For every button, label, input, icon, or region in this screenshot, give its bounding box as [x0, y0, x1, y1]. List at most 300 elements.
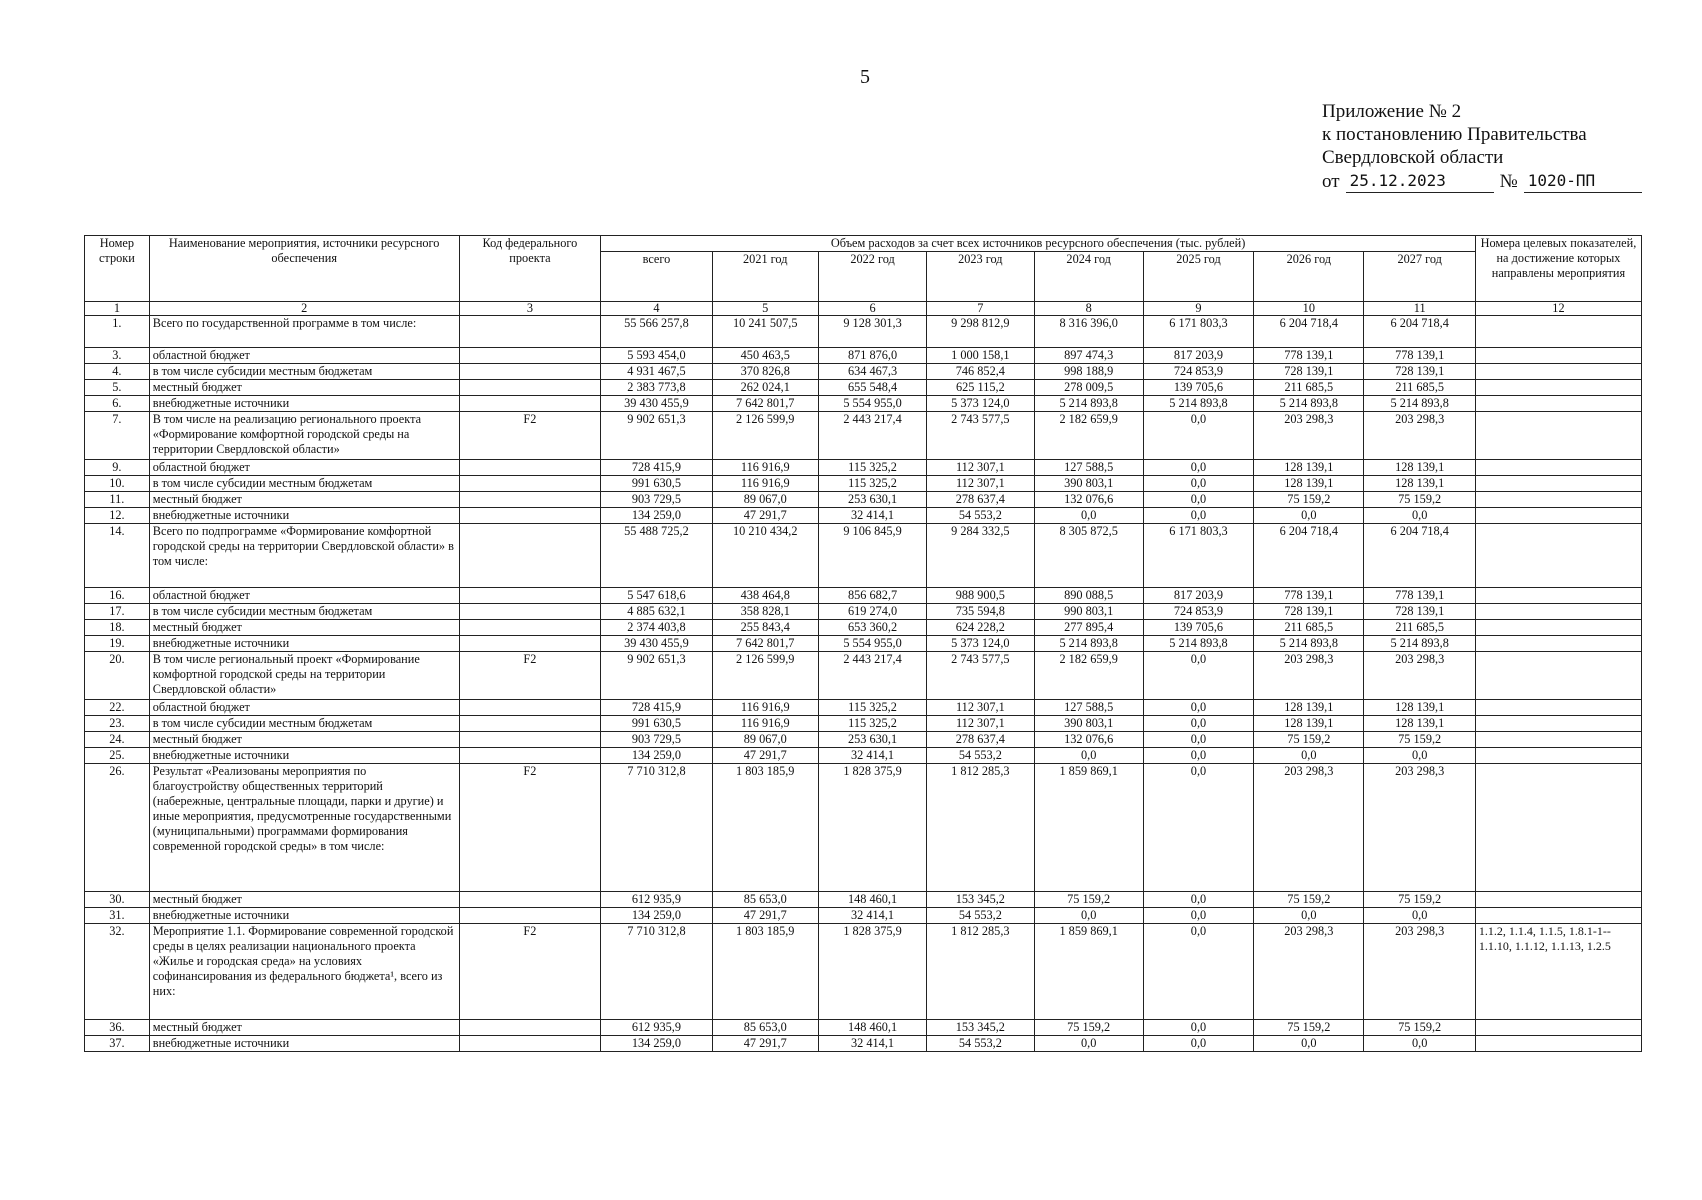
y2023-cell: 112 307,1	[927, 700, 1034, 716]
target-indicators-cell	[1475, 396, 1641, 412]
y2026-cell: 128 139,1	[1254, 476, 1364, 492]
table-row	[85, 652, 1642, 700]
y2022-cell: 655 548,4	[818, 380, 926, 396]
y2021-cell: 1 803 185,9	[712, 924, 818, 1020]
y2026-cell: 203 298,3	[1254, 764, 1364, 892]
target-indicators-cell	[1475, 348, 1641, 364]
target-indicators-cell	[1475, 908, 1641, 924]
y2024-cell: 0,0	[1034, 508, 1143, 524]
row-name-cell: в том числе субсидии местным бюджетам	[149, 604, 459, 620]
y2026-cell: 0,0	[1254, 508, 1364, 524]
row-name-cell: в том числе субсидии местным бюджетам	[149, 716, 459, 732]
federal-project-code-cell: F2	[459, 764, 601, 892]
row-number-cell: 30.	[85, 892, 150, 908]
federal-project-code-cell: F2	[459, 652, 601, 700]
y2023-cell: 9 284 332,5	[927, 524, 1034, 588]
y2024-cell: 890 088,5	[1034, 588, 1143, 604]
column-numbers-row	[85, 302, 1642, 316]
federal-project-code-cell	[459, 716, 601, 732]
y2021-cell: 89 067,0	[712, 492, 818, 508]
row-name-cell: внебюджетные источники	[149, 636, 459, 652]
y2022-cell: 856 682,7	[818, 588, 926, 604]
total-cell: 991 630,5	[601, 476, 712, 492]
y2022-cell: 253 630,1	[818, 492, 926, 508]
y2024-cell: 1 859 869,1	[1034, 924, 1143, 1020]
y2025-cell: 0,0	[1143, 476, 1253, 492]
header-2022: 2022 год	[818, 252, 926, 302]
y2025-cell: 724 853,9	[1143, 364, 1253, 380]
row-number-cell: 10.	[85, 476, 150, 492]
y2027-cell: 5 214 893,8	[1364, 396, 1475, 412]
y2021-cell: 116 916,9	[712, 476, 818, 492]
total-cell: 9 902 651,3	[601, 412, 712, 460]
federal-project-code-cell	[459, 476, 601, 492]
federal-project-code-cell	[459, 748, 601, 764]
y2024-cell: 990 803,1	[1034, 604, 1143, 620]
y2025-cell: 0,0	[1143, 716, 1253, 732]
y2026-cell: 5 214 893,8	[1254, 636, 1364, 652]
y2025-cell: 5 214 893,8	[1143, 396, 1253, 412]
table-row	[85, 588, 1642, 604]
row-name-cell: местный бюджет	[149, 492, 459, 508]
y2022-cell: 1 828 375,9	[818, 764, 926, 892]
y2021-cell: 255 843,4	[712, 620, 818, 636]
federal-project-code-cell	[459, 492, 601, 508]
y2026-cell: 211 685,5	[1254, 620, 1364, 636]
y2023-cell: 112 307,1	[927, 460, 1034, 476]
row-number-cell: 18.	[85, 620, 150, 636]
y2024-cell: 390 803,1	[1034, 476, 1143, 492]
y2025-cell: 0,0	[1143, 764, 1253, 892]
y2021-cell: 116 916,9	[712, 700, 818, 716]
y2021-cell: 438 464,8	[712, 588, 818, 604]
target-indicators-cell	[1475, 748, 1641, 764]
row-number-cell: 5.	[85, 380, 150, 396]
y2026-cell: 0,0	[1254, 1036, 1364, 1052]
row-number-cell: 20.	[85, 652, 150, 700]
target-indicators-cell	[1475, 588, 1641, 604]
federal-project-code-cell: F2	[459, 924, 601, 1020]
y2021-cell: 89 067,0	[712, 732, 818, 748]
row-name-cell: местный бюджет	[149, 380, 459, 396]
y2022-cell: 32 414,1	[818, 908, 926, 924]
header-total: всего	[601, 252, 712, 302]
table-row	[85, 1036, 1642, 1052]
target-indicators-cell	[1475, 524, 1641, 588]
y2023-cell: 1 812 285,3	[927, 924, 1034, 1020]
y2027-cell: 203 298,3	[1364, 764, 1475, 892]
header-row-1	[85, 236, 1642, 252]
header-2026: 2026 год	[1254, 252, 1364, 302]
header-2023: 2023 год	[927, 252, 1034, 302]
total-cell: 5 547 618,6	[601, 588, 712, 604]
y2021-cell: 1 803 185,9	[712, 764, 818, 892]
table-row	[85, 620, 1642, 636]
y2023-cell: 153 345,2	[927, 1020, 1034, 1036]
target-indicators-cell	[1475, 316, 1641, 348]
y2021-cell: 2 126 599,9	[712, 412, 818, 460]
y2024-cell: 132 076,6	[1034, 732, 1143, 748]
y2024-cell: 897 474,3	[1034, 348, 1143, 364]
y2021-cell: 85 653,0	[712, 892, 818, 908]
y2024-cell: 5 214 893,8	[1034, 396, 1143, 412]
row-number-cell: 17.	[85, 604, 150, 620]
appendix-line-2: к постановлению Правительства	[1322, 124, 1587, 145]
y2023-cell: 112 307,1	[927, 716, 1034, 732]
column-number: 12	[1475, 302, 1641, 316]
row-number-cell: 26.	[85, 764, 150, 892]
y2026-cell: 728 139,1	[1254, 364, 1364, 380]
target-indicators-cell	[1475, 892, 1641, 908]
column-number: 2	[149, 302, 459, 316]
y2025-cell: 817 203,9	[1143, 588, 1253, 604]
y2027-cell: 128 139,1	[1364, 460, 1475, 476]
table-row	[85, 716, 1642, 732]
total-cell: 903 729,5	[601, 732, 712, 748]
y2021-cell: 370 826,8	[712, 364, 818, 380]
y2027-cell: 75 159,2	[1364, 492, 1475, 508]
y2021-cell: 2 126 599,9	[712, 652, 818, 700]
total-cell: 903 729,5	[601, 492, 712, 508]
federal-project-code-cell	[459, 636, 601, 652]
total-cell: 728 415,9	[601, 700, 712, 716]
target-indicators-cell	[1475, 412, 1641, 460]
table-row	[85, 748, 1642, 764]
y2023-cell: 9 298 812,9	[927, 316, 1034, 348]
y2026-cell: 6 204 718,4	[1254, 524, 1364, 588]
header-2025: 2025 год	[1143, 252, 1253, 302]
y2024-cell: 75 159,2	[1034, 892, 1143, 908]
federal-project-code-cell	[459, 380, 601, 396]
total-cell: 55 566 257,8	[601, 316, 712, 348]
y2024-cell: 2 182 659,9	[1034, 412, 1143, 460]
header-2027: 2027 год	[1364, 252, 1475, 302]
y2024-cell: 75 159,2	[1034, 1020, 1143, 1036]
row-name-cell: местный бюджет	[149, 732, 459, 748]
y2021-cell: 10 241 507,5	[712, 316, 818, 348]
y2025-cell: 0,0	[1143, 732, 1253, 748]
y2021-cell: 262 024,1	[712, 380, 818, 396]
total-cell: 612 935,9	[601, 892, 712, 908]
appendix-date-line	[1322, 169, 1642, 193]
y2024-cell: 998 188,9	[1034, 364, 1143, 380]
target-indicators-cell	[1475, 1036, 1641, 1052]
y2022-cell: 871 876,0	[818, 348, 926, 364]
y2023-cell: 54 553,2	[927, 908, 1034, 924]
header-name: Наименование мероприятия, источники ресурсного обеспечения	[149, 236, 459, 302]
row-name-cell: Всего по подпрограмме «Формирование комфортной городской среды на территории Свердловской области» в том числе:	[149, 524, 459, 588]
federal-project-code-cell: F2	[459, 412, 601, 460]
y2022-cell: 115 325,2	[818, 460, 926, 476]
column-number: 1	[85, 302, 150, 316]
y2025-cell: 0,0	[1143, 748, 1253, 764]
y2025-cell: 0,0	[1143, 1020, 1253, 1036]
row-number-cell: 1.	[85, 316, 150, 348]
y2023-cell: 988 900,5	[927, 588, 1034, 604]
federal-project-code-cell	[459, 460, 601, 476]
y2027-cell: 128 139,1	[1364, 700, 1475, 716]
column-number: 4	[601, 302, 712, 316]
total-cell: 39 430 455,9	[601, 396, 712, 412]
y2022-cell: 148 460,1	[818, 1020, 926, 1036]
column-number: 8	[1034, 302, 1143, 316]
row-number-cell: 31.	[85, 908, 150, 924]
y2021-cell: 450 463,5	[712, 348, 818, 364]
total-cell: 134 259,0	[601, 908, 712, 924]
row-name-cell: местный бюджет	[149, 1020, 459, 1036]
y2027-cell: 75 159,2	[1364, 732, 1475, 748]
target-indicators-cell	[1475, 620, 1641, 636]
y2027-cell: 75 159,2	[1364, 892, 1475, 908]
table-row	[85, 412, 1642, 460]
y2026-cell: 778 139,1	[1254, 588, 1364, 604]
header-targets: Номера целевых показателей, на достижение которых направлены мероприятия	[1475, 236, 1641, 302]
y2024-cell: 132 076,6	[1034, 492, 1143, 508]
y2024-cell: 1 859 869,1	[1034, 764, 1143, 892]
row-name-cell: Результат «Реализованы мероприятия по благоустройству общественных территорий (набережные, центральные площади, парки и другие) и иные мероприятия, предусмотренные государственными (муниципальными) программами формирования современной городской среды» в том числе:	[149, 764, 459, 892]
y2021-cell: 47 291,7	[712, 508, 818, 524]
target-indicators-cell	[1475, 764, 1641, 892]
y2022-cell: 9 106 845,9	[818, 524, 926, 588]
header-2024: 2024 год	[1034, 252, 1143, 302]
target-indicators-cell	[1475, 476, 1641, 492]
row-name-cell: областной бюджет	[149, 348, 459, 364]
y2021-cell: 47 291,7	[712, 908, 818, 924]
total-cell: 39 430 455,9	[601, 636, 712, 652]
y2022-cell: 634 467,3	[818, 364, 926, 380]
y2027-cell: 0,0	[1364, 908, 1475, 924]
y2022-cell: 115 325,2	[818, 700, 926, 716]
y2023-cell: 625 115,2	[927, 380, 1034, 396]
table-row	[85, 380, 1642, 396]
y2023-cell: 1 812 285,3	[927, 764, 1034, 892]
table-row	[85, 316, 1642, 348]
y2026-cell: 6 204 718,4	[1254, 316, 1364, 348]
y2026-cell: 0,0	[1254, 908, 1364, 924]
federal-project-code-cell	[459, 1020, 601, 1036]
date-prefix: от	[1322, 171, 1340, 192]
y2023-cell: 746 852,4	[927, 364, 1034, 380]
total-cell: 4 885 632,1	[601, 604, 712, 620]
row-name-cell: областной бюджет	[149, 588, 459, 604]
appendix-header	[1322, 100, 1642, 193]
row-number-cell: 16.	[85, 588, 150, 604]
y2026-cell: 728 139,1	[1254, 604, 1364, 620]
y2022-cell: 32 414,1	[818, 748, 926, 764]
y2026-cell: 0,0	[1254, 748, 1364, 764]
y2024-cell: 8 305 872,5	[1034, 524, 1143, 588]
y2025-cell: 0,0	[1143, 924, 1253, 1020]
target-indicators-cell	[1475, 460, 1641, 476]
y2021-cell: 116 916,9	[712, 460, 818, 476]
target-indicators-cell	[1475, 732, 1641, 748]
y2025-cell: 0,0	[1143, 700, 1253, 716]
table-row	[85, 924, 1642, 1020]
y2022-cell: 653 360,2	[818, 620, 926, 636]
row-number-cell: 4.	[85, 364, 150, 380]
row-name-cell: внебюджетные источники	[149, 1036, 459, 1052]
total-cell: 5 593 454,0	[601, 348, 712, 364]
y2026-cell: 75 159,2	[1254, 1020, 1364, 1036]
row-number-cell: 23.	[85, 716, 150, 732]
y2023-cell: 112 307,1	[927, 476, 1034, 492]
y2023-cell: 153 345,2	[927, 892, 1034, 908]
table-row	[85, 460, 1642, 476]
y2025-cell: 5 214 893,8	[1143, 636, 1253, 652]
y2021-cell: 7 642 801,7	[712, 636, 818, 652]
y2021-cell: 116 916,9	[712, 716, 818, 732]
y2025-cell: 0,0	[1143, 908, 1253, 924]
appendix-title: Приложение № 2	[1322, 101, 1462, 122]
federal-project-code-cell	[459, 604, 601, 620]
y2027-cell: 728 139,1	[1364, 604, 1475, 620]
appendix-line-3: Свердловской области	[1322, 147, 1504, 168]
y2024-cell: 0,0	[1034, 908, 1143, 924]
y2021-cell: 10 210 434,2	[712, 524, 818, 588]
column-number: 9	[1143, 302, 1253, 316]
table-row	[85, 700, 1642, 716]
row-name-cell: внебюджетные источники	[149, 748, 459, 764]
y2026-cell: 75 159,2	[1254, 732, 1364, 748]
y2024-cell: 8 316 396,0	[1034, 316, 1143, 348]
y2023-cell: 278 637,4	[927, 732, 1034, 748]
target-indicators-cell	[1475, 652, 1641, 700]
y2025-cell: 139 705,6	[1143, 620, 1253, 636]
y2026-cell: 128 139,1	[1254, 700, 1364, 716]
y2023-cell: 5 373 124,0	[927, 396, 1034, 412]
row-number-cell: 9.	[85, 460, 150, 476]
y2024-cell: 278 009,5	[1034, 380, 1143, 396]
row-number-cell: 14.	[85, 524, 150, 588]
y2022-cell: 9 128 301,3	[818, 316, 926, 348]
total-cell: 2 374 403,8	[601, 620, 712, 636]
row-number-cell: 12.	[85, 508, 150, 524]
row-name-cell: Всего по государственной программе в том числе:	[149, 316, 459, 348]
federal-project-code-cell	[459, 620, 601, 636]
row-number-cell: 11.	[85, 492, 150, 508]
y2021-cell: 85 653,0	[712, 1020, 818, 1036]
column-number: 6	[818, 302, 926, 316]
y2027-cell: 6 204 718,4	[1364, 524, 1475, 588]
total-cell: 991 630,5	[601, 716, 712, 732]
table-row	[85, 1020, 1642, 1036]
y2026-cell: 128 139,1	[1254, 460, 1364, 476]
y2027-cell: 0,0	[1364, 1036, 1475, 1052]
row-number-cell: 37.	[85, 1036, 150, 1052]
y2027-cell: 211 685,5	[1364, 380, 1475, 396]
federal-project-code-cell	[459, 588, 601, 604]
y2026-cell: 203 298,3	[1254, 652, 1364, 700]
y2027-cell: 203 298,3	[1364, 924, 1475, 1020]
y2021-cell: 47 291,7	[712, 748, 818, 764]
y2023-cell: 54 553,2	[927, 508, 1034, 524]
y2026-cell: 778 139,1	[1254, 348, 1364, 364]
y2025-cell: 6 171 803,3	[1143, 316, 1253, 348]
header-2021: 2021 год	[712, 252, 818, 302]
row-number-cell: 19.	[85, 636, 150, 652]
header-row-number: Номер строки	[85, 236, 150, 302]
y2023-cell: 54 553,2	[927, 1036, 1034, 1052]
column-number: 11	[1364, 302, 1475, 316]
federal-project-code-cell	[459, 1036, 601, 1052]
header-volume: Объем расходов за счет всех источников ресурсного обеспечения (тыс. рублей)	[601, 236, 1476, 252]
y2024-cell: 5 214 893,8	[1034, 636, 1143, 652]
total-cell: 728 415,9	[601, 460, 712, 476]
table-body	[85, 316, 1642, 1052]
y2024-cell: 2 182 659,9	[1034, 652, 1143, 700]
y2024-cell: 390 803,1	[1034, 716, 1143, 732]
row-number-cell: 22.	[85, 700, 150, 716]
column-number: 5	[712, 302, 818, 316]
y2027-cell: 128 139,1	[1364, 476, 1475, 492]
total-cell: 55 488 725,2	[601, 524, 712, 588]
row-name-cell: областной бюджет	[149, 460, 459, 476]
column-number: 7	[927, 302, 1034, 316]
header-code: Код федерального проекта	[459, 236, 601, 302]
y2024-cell: 127 588,5	[1034, 460, 1143, 476]
y2027-cell: 75 159,2	[1364, 1020, 1475, 1036]
y2026-cell: 75 159,2	[1254, 892, 1364, 908]
row-number-cell: 24.	[85, 732, 150, 748]
y2025-cell: 6 171 803,3	[1143, 524, 1253, 588]
row-number-cell: 36.	[85, 1020, 150, 1036]
number-prefix: №	[1499, 171, 1518, 192]
row-name-cell: Мероприятие 1.1. Формирование современной городской среды в целях реализации национального проекта «Жилье и городская среда» на условиях софинансирования из федерального бюджета¹, всего из них:	[149, 924, 459, 1020]
y2022-cell: 2 443 217,4	[818, 652, 926, 700]
total-cell: 612 935,9	[601, 1020, 712, 1036]
y2025-cell: 0,0	[1143, 892, 1253, 908]
target-indicators-cell	[1475, 604, 1641, 620]
y2025-cell: 817 203,9	[1143, 348, 1253, 364]
y2023-cell: 735 594,8	[927, 604, 1034, 620]
y2025-cell: 0,0	[1143, 460, 1253, 476]
y2023-cell: 5 373 124,0	[927, 636, 1034, 652]
table-row	[85, 892, 1642, 908]
row-number-cell: 3.	[85, 348, 150, 364]
federal-project-code-cell	[459, 892, 601, 908]
table-row	[85, 492, 1642, 508]
y2026-cell: 203 298,3	[1254, 412, 1364, 460]
row-number-cell: 6.	[85, 396, 150, 412]
row-name-cell: внебюджетные источники	[149, 508, 459, 524]
total-cell: 7 710 312,8	[601, 924, 712, 1020]
y2026-cell: 75 159,2	[1254, 492, 1364, 508]
y2027-cell: 0,0	[1364, 508, 1475, 524]
total-cell: 2 383 773,8	[601, 380, 712, 396]
y2025-cell: 0,0	[1143, 508, 1253, 524]
funding-table	[84, 235, 1642, 1052]
row-name-cell: В том числе региональный проект «Формирование комфортной городской среды на территории Свердловской области»	[149, 652, 459, 700]
y2027-cell: 5 214 893,8	[1364, 636, 1475, 652]
y2021-cell: 358 828,1	[712, 604, 818, 620]
row-name-cell: в том числе субсидии местным бюджетам	[149, 476, 459, 492]
page-number: 5	[860, 66, 870, 88]
table-row	[85, 476, 1642, 492]
table-row	[85, 764, 1642, 892]
y2021-cell: 47 291,7	[712, 1036, 818, 1052]
federal-project-code-cell	[459, 908, 601, 924]
y2022-cell: 2 443 217,4	[818, 412, 926, 460]
federal-project-code-cell	[459, 508, 601, 524]
federal-project-code-cell	[459, 364, 601, 380]
y2027-cell: 203 298,3	[1364, 652, 1475, 700]
target-indicators-cell	[1475, 716, 1641, 732]
target-indicators-cell	[1475, 700, 1641, 716]
y2027-cell: 728 139,1	[1364, 364, 1475, 380]
y2023-cell: 2 743 577,5	[927, 652, 1034, 700]
table-row	[85, 348, 1642, 364]
y2022-cell: 1 828 375,9	[818, 924, 926, 1020]
